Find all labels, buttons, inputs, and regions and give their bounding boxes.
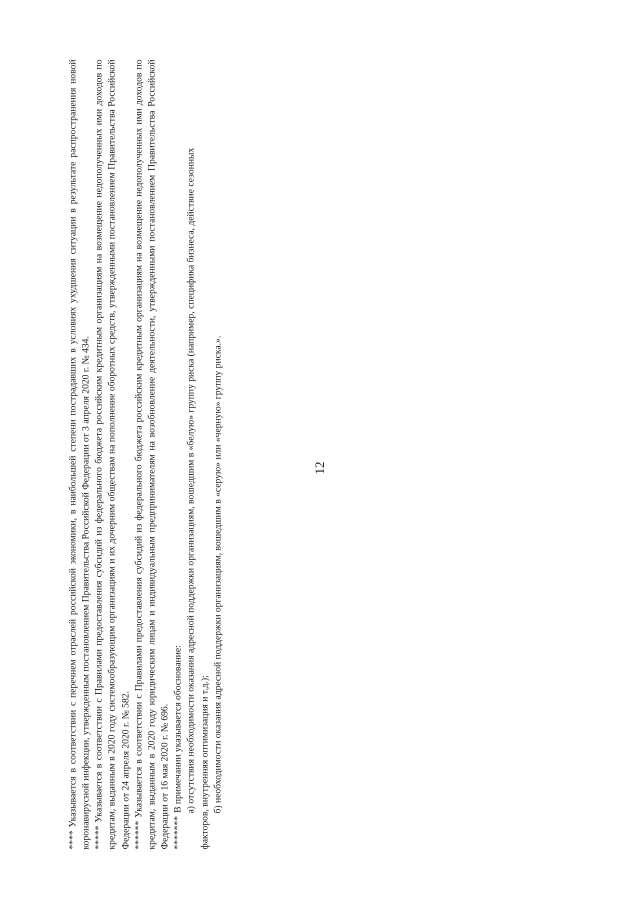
footnote-marker: ****** [133, 820, 145, 850]
item-a-continuation: факторов, внутренняя оптимизация и т.д.); [199, 675, 211, 850]
footnote-2 [93, 60, 132, 850]
footnote-marker: **** [67, 830, 79, 850]
page-number: 12 [312, 461, 327, 475]
footnote-text: Указывается в соответствии с перечнем отраслей российской экономики, в наибольшей степени пострадавших в условиях ухудшения ситуации в результате распространения новой коронавирусной инфекции, утвержденным постановлением Правительства Российской Федерации от 3 апреля 2020 г. № 434. [67, 59, 92, 850]
footnote-text: Указывается в соответствии с Правилами предоставления субсидий из федерального бюджета российским кредитным организациям на возмещение недополученных ими доходов по кредитам, выданным в 2020 году системообразующим организациям и их дочерним обществам на пополнение оборотных средств, утвержденными постановлением Правительства Российской Федерации от 24 апреля 2020 г. № 582. [93, 59, 132, 850]
footnote-3 [132, 60, 171, 850]
item-b: б) необходимости оказания адресной поддержки организациям, вошедшим в «серую» или «черную» группу риска.». [212, 335, 224, 814]
footnote-1 [67, 60, 93, 850]
footnote-text: В примечании указывается обоснование: [172, 645, 184, 813]
footnote-marker: ******* [172, 815, 184, 850]
footnote-4 [172, 60, 185, 850]
footnote-text: Указывается в соответствии с Правилами предоставления субсидий из федерального бюджета российским кредитным организациям на возмещение недополученных ими доходов по кредитам, выданным в 2020 году юридическим лицам и индивидуальным предпринимателям на возобновление деятельности, утвержденными постановлением Правительства Российской Федерации от 16 мая 2020 г. № 696. [133, 59, 171, 850]
item-a: а) отсутствия необходимости оказания адресной поддержки организациям, вошедшим в «белую» группу риска (например, специфика бизнеса, действие сезонных [185, 147, 197, 814]
footnotes-block [67, 60, 232, 850]
footnote-marker: ***** [93, 825, 105, 850]
